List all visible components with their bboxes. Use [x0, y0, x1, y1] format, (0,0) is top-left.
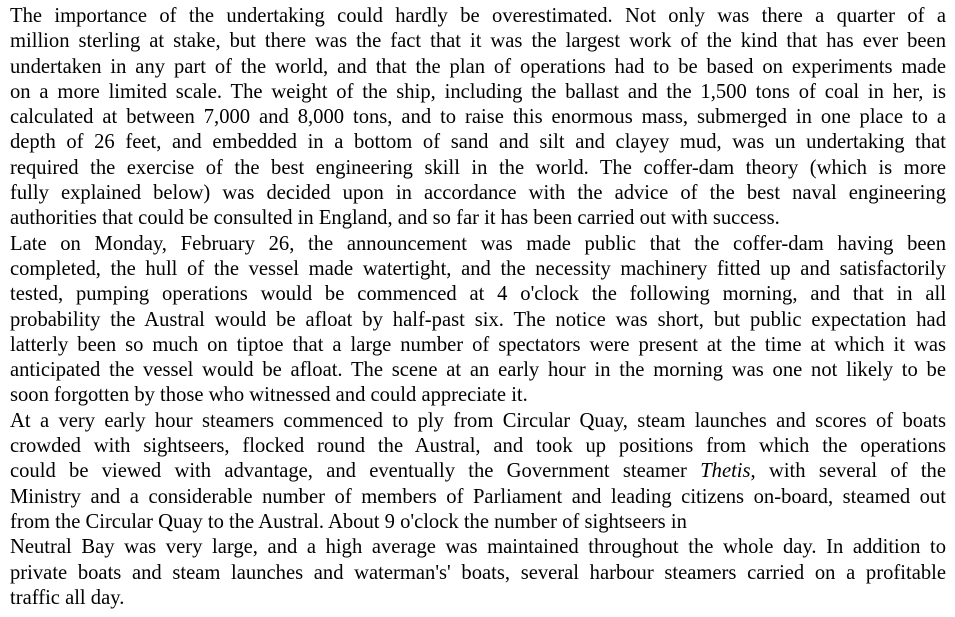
text-line: probability the Austral would be afloat by half-past six. The notice was short, but public expectation had — [10, 308, 946, 331]
text-line: Neutral Bay was very large, and a high average was maintained throughout the whole day. In addition to — [10, 536, 946, 559]
text-line: undertaken in any part of the world, and that the plan of operations had to be based on experiments made — [10, 55, 946, 78]
paragraph-3 — [10, 409, 946, 535]
text-line: latterly been so much on tiptoe that a large number of spectators were present at the time at which it was — [10, 333, 946, 356]
text-line: Ministry and a considerable number of members of Parliament and leading citizens on-board, steamed out — [10, 485, 946, 508]
text-line: authorities that could be consulted in England, and so far it has been carried out with success. — [10, 207, 780, 230]
text-line: anticipated the vessel would be afloat. The scene at an early hour in the morning was one not likely to be — [10, 359, 946, 382]
text-line-part: , with several of the — [750, 460, 946, 483]
text-line: At a very early hour steamers commenced to ply from Circular Quay, steam launches and scores of boats — [10, 409, 946, 432]
text-line: tested, pumping operations would be commenced at 4 o'clock the following morning, and that in all — [10, 283, 946, 306]
ship-name-italic: Thetis — [700, 460, 751, 483]
paragraph-2 — [10, 232, 946, 409]
text-line: calculated at between 7,000 and 8,000 tons, and to raise this enormous mass, submerged in one place to a — [10, 106, 946, 129]
paragraph-4 — [10, 535, 946, 611]
text-line: depth of 26 feet, and embedded in a bottom of sand and silt and clayey mud, was un undertaking that — [10, 131, 946, 154]
text-line: required the exercise of the best engineering skill in the world. The coffer-dam theory (which is more — [10, 156, 946, 179]
text-line: completed, the hull of the vessel made watertight, and the necessity machinery fitted up and satisfactorily — [10, 257, 946, 280]
text-line: million sterling at stake, but there was the fact that it was the largest work of the kind that has ever been — [10, 30, 946, 53]
text-line: on a more limited scale. The weight of the ship, including the ballast and the 1,500 tons of coal in her, is — [10, 80, 946, 103]
text-line: private boats and steam launches and waterman's' boats, several harbour steamers carried on a profitable — [10, 561, 946, 584]
text-line: soon forgotten by those who witnessed and could appreciate it. — [10, 384, 528, 407]
text-line: traffic all day. — [10, 586, 125, 609]
text-line — [10, 459, 946, 484]
text-line-part: could be viewed with advantage, and eventually the Government steamer — [10, 460, 687, 483]
text-line: fully explained below) was decided upon in accordance with the advice of the best naval engineering — [10, 182, 946, 205]
text-line: Late on Monday, February 26, the announcement was made public that the coffer-dam having been — [10, 232, 946, 255]
paragraph-1 — [10, 4, 946, 232]
text-line: crowded with sightseers, flocked round the Austral, and took up positions from which the operations — [10, 435, 946, 458]
text-line: The importance of the undertaking could hardly be overestimated. Not only was there a quarter of a — [10, 5, 946, 27]
text-line: from the Circular Quay to the Austral. About 9 o'clock the number of sightseers in — [10, 510, 687, 533]
